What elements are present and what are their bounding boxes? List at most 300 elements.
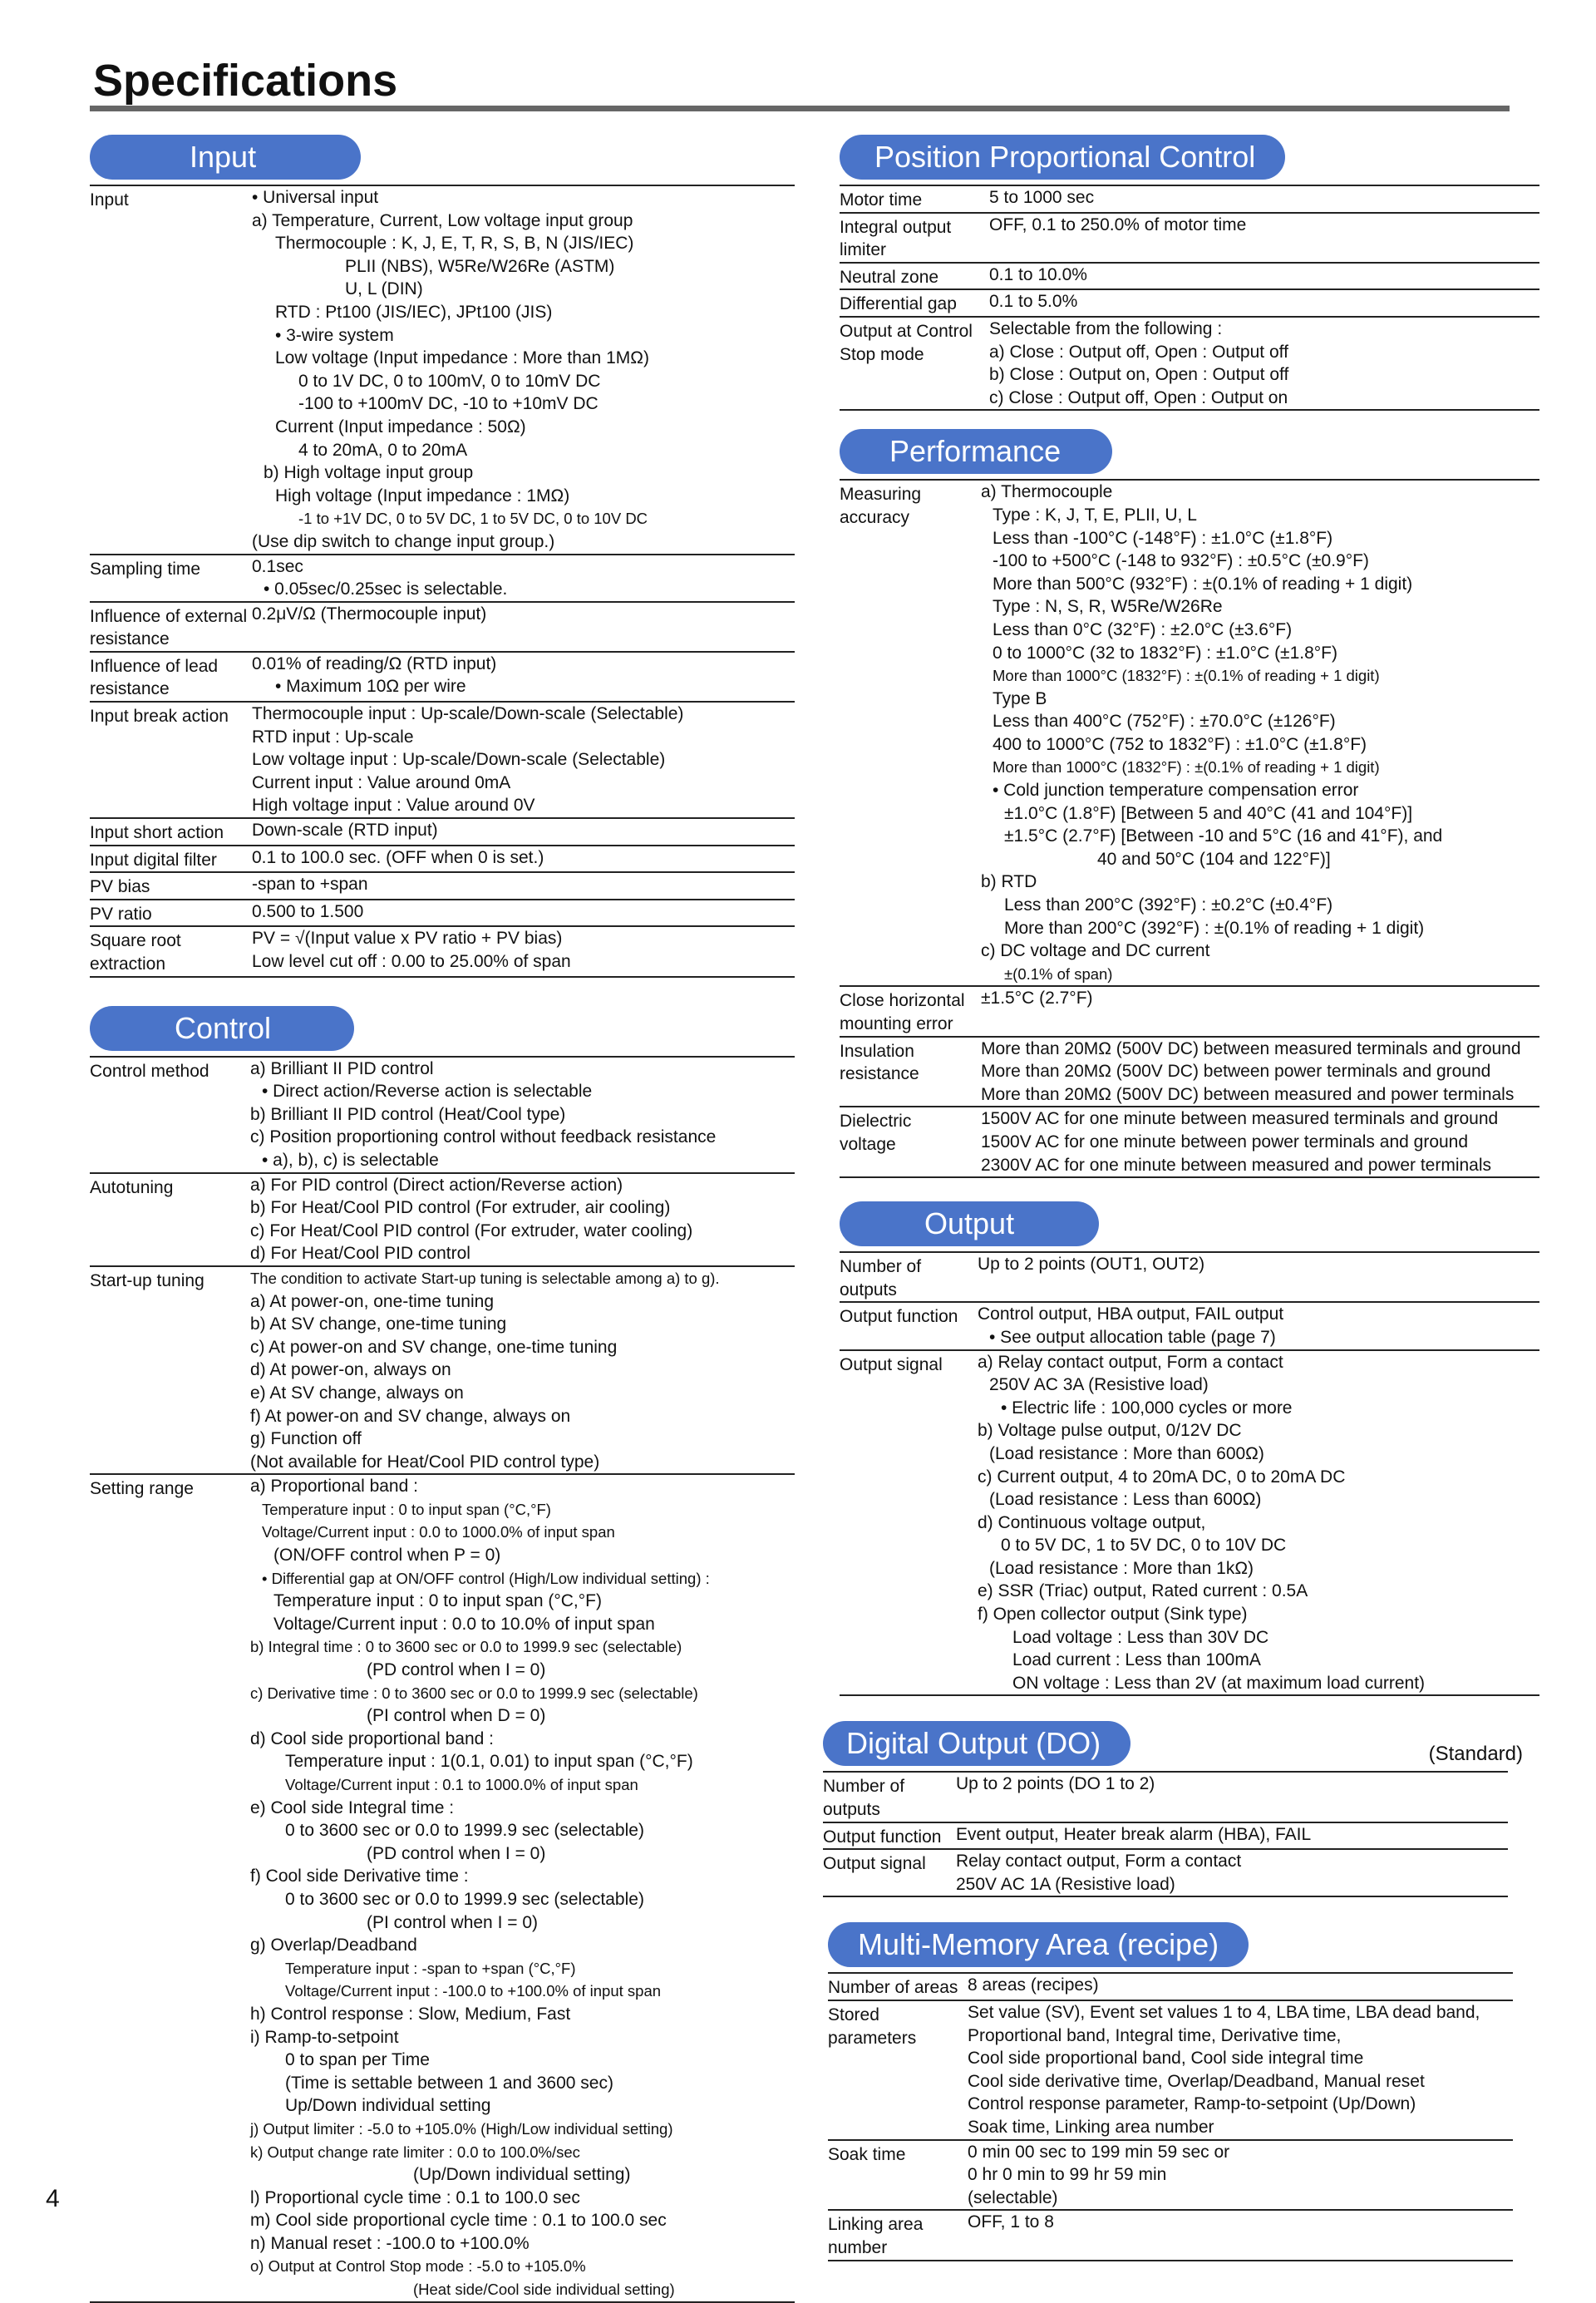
section-heading: Multi-Memory Area (recipe) — [828, 1922, 1249, 1967]
spec-row — [90, 846, 795, 873]
spec-value-line: b) Brilliant II PID control (Heat/Cool type) — [250, 1104, 566, 1124]
spec-label — [90, 652, 252, 702]
spec-row — [90, 872, 795, 900]
spec-label-line: Differential gap — [840, 294, 957, 314]
spec-value-line: 1500V AC for one minute between power terminals and ground — [981, 1132, 1469, 1152]
spec-label — [823, 1849, 956, 1896]
spec-value-line: Soak time, Linking area number — [968, 2117, 1214, 2137]
spec-table — [840, 1251, 1539, 1696]
spec-label-line: Output function — [840, 1307, 958, 1327]
spec-value — [252, 818, 795, 846]
spec-value-line: Type : K, J, T, E, PLII, U, L — [993, 505, 1197, 525]
spec-value-line: • Electric life : 100,000 cycles or more — [1001, 1398, 1293, 1418]
spec-value — [968, 2140, 1513, 2211]
spec-value-line: U, L (DIN) — [345, 279, 423, 299]
section-input — [90, 135, 795, 978]
spec-row — [840, 263, 1539, 290]
spec-value-line: (Heat side/Cool side individual setting) — [413, 2281, 675, 2299]
spec-value-line: More than 1000°C (1832°F) : ±(0.1% of reading + 1 digit) — [993, 758, 1380, 777]
section-digital-output — [823, 1721, 1539, 1897]
spec-value-line: 0.01% of reading/Ω (RTD input) — [252, 653, 497, 673]
spec-table — [828, 1972, 1513, 2261]
spec-value-line: -1 to +1V DC, 0 to 5V DC, 1 to 5V DC, 0 to 10V DC — [298, 510, 648, 528]
section-position-proportional-control — [840, 135, 1539, 411]
spec-value-line: -100 to +100mV DC, -10 to +10mV DC — [298, 394, 598, 414]
spec-label — [823, 1772, 956, 1822]
spec-value-line: ±1.0°C (1.8°F) [Between 5 and 40°C (41 and 104°F)] — [1004, 803, 1413, 823]
spec-value-line: d) At power-on, always on — [250, 1360, 451, 1380]
spec-label-line: Influence of external — [90, 606, 248, 626]
spec-value-line: Control output, HBA output, FAIL output — [978, 1304, 1284, 1324]
spec-label-line: Integral output limiter — [840, 217, 952, 260]
spec-value-line: Voltage/Current input : 0.0 to 10.0% of input span — [273, 1614, 655, 1634]
title-rule — [90, 106, 1510, 111]
spec-label — [90, 1266, 250, 1474]
spec-value-line: 8 areas (recipes) — [968, 1975, 1099, 1995]
spec-label — [90, 1474, 250, 2301]
spec-value — [968, 1973, 1513, 2000]
spec-value-line: a) Close : Output off, Open : Output off — [989, 342, 1288, 362]
spec-value-line: More than 20MΩ (500V DC) between power terminals and ground — [981, 1062, 1491, 1082]
spec-label-line: Stop mode — [840, 344, 924, 364]
spec-value-line: • 0.05sec/0.25sec is selectable. — [264, 579, 508, 599]
spec-value — [989, 289, 1539, 317]
spec-row — [828, 2140, 1513, 2211]
spec-value-line: g) Function off — [250, 1429, 362, 1449]
spec-value-line: • 3-wire system — [275, 325, 394, 345]
spec-row — [90, 185, 795, 555]
spec-value — [252, 702, 795, 818]
spec-value — [250, 1266, 795, 1474]
spec-value-line: 4 to 20mA, 0 to 20mA — [298, 440, 468, 460]
spec-label-line: Start-up tuning — [90, 1270, 204, 1290]
spec-value-line: 0 hr 0 min to 99 hr 59 min — [968, 2165, 1167, 2185]
spec-row — [90, 1266, 795, 1474]
spec-value-line: PV = √(Input value x PV ratio + PV bias) — [252, 929, 563, 949]
spec-row — [840, 1037, 1539, 1107]
spec-label-line: parameters — [828, 2028, 917, 2048]
spec-value-line: PLII (NBS), W5Re/W26Re (ASTM) — [345, 256, 615, 276]
spec-value-line: (PD control when I = 0) — [367, 1843, 546, 1863]
spec-label-line: Sampling time — [90, 559, 201, 579]
spec-value-line: Current (Input impedance : 50Ω) — [275, 417, 526, 436]
spec-value — [252, 652, 795, 702]
spec-table — [823, 1771, 1508, 1897]
spec-value-line: Up/Down individual setting — [285, 2096, 491, 2116]
spec-value — [968, 2210, 1513, 2260]
spec-value-line: More than 20MΩ (500V DC) between measured and power terminals — [981, 1084, 1515, 1104]
spec-value-line: Proportional band, Integral time, Derivative time, — [968, 2025, 1342, 2045]
spec-label-line: Input break action — [90, 707, 229, 727]
spec-label-line: resistance — [90, 629, 170, 649]
spec-label-line: Autotuning — [90, 1177, 174, 1197]
spec-value-line: • Universal input — [252, 188, 379, 207]
spec-value-line: 0 min 00 sec to 199 min 59 sec or — [968, 2142, 1230, 2162]
spec-value-line: High voltage input : Value around 0V — [252, 796, 535, 816]
spec-value-line: a) For PID control (Direct action/Reverse action) — [250, 1175, 623, 1195]
spec-value-line: More than 20MΩ (500V DC) between measured terminals and ground — [981, 1038, 1521, 1058]
spec-label — [828, 2000, 968, 2140]
spec-value-line: (Up/Down individual setting) — [413, 2165, 631, 2185]
spec-value-line: (PD control when I = 0) — [367, 1660, 546, 1680]
spec-label-line: Measuring — [840, 485, 922, 505]
spec-value-line: Cool side proportional band, Cool side integral time — [968, 2049, 1364, 2069]
spec-value-line: d) For Heat/Cool PID control — [250, 1244, 470, 1264]
spec-value-line: b) For Heat/Cool PID control (For extruder, air cooling) — [250, 1198, 671, 1218]
spec-label — [840, 1302, 978, 1349]
spec-value-line: b) Close : Output on, Open : Output off — [989, 365, 1289, 385]
spec-row — [840, 1252, 1539, 1302]
spec-label-line: voltage — [840, 1134, 896, 1154]
spec-label-line: Neutral zone — [840, 267, 939, 287]
spec-label-line: resistance — [840, 1064, 919, 1084]
spec-value-line: c) DC voltage and DC current — [981, 941, 1210, 961]
spec-label — [90, 818, 252, 846]
spec-value-line: OFF, 1 to 8 — [968, 2212, 1054, 2232]
spec-value — [978, 1252, 1539, 1302]
spec-label-line: Input short action — [90, 823, 224, 843]
spec-value-line: Selectable from the following : — [989, 318, 1223, 338]
spec-value-line: • Cold junction temperature compensation error — [993, 781, 1359, 801]
spec-row — [90, 1474, 795, 2301]
spec-value — [252, 872, 795, 900]
spec-row — [823, 1849, 1508, 1896]
spec-value-line: Temperature input : 0 to input span (°C,°F) — [273, 1591, 602, 1611]
spec-label — [840, 1037, 981, 1107]
spec-value-line: Temperature input : 0 to input span (°C,°F) — [262, 1500, 551, 1518]
spec-value-line: 250V AC 1A (Resistive load) — [956, 1874, 1175, 1894]
spec-label-line: number — [828, 2237, 888, 2257]
spec-value-line: • Maximum 10Ω per wire — [275, 677, 466, 697]
right-column — [823, 135, 1539, 2261]
spec-value-line: a) Proportional band : — [250, 1477, 418, 1497]
spec-value — [981, 1107, 1539, 1177]
spec-label-line: Soak time — [828, 2144, 906, 2164]
spec-label — [90, 1173, 250, 1266]
section-multi-memory-area — [828, 1922, 1539, 2261]
page-title: Specifications — [93, 56, 398, 106]
spec-label-line: Motor time — [840, 190, 923, 210]
spec-value-line: Set value (SV), Event set values 1 to 4, LBA time, LBA dead band, — [968, 2003, 1480, 2022]
spec-value-line: c) Current output, 4 to 20mA DC, 0 to 20mA DC — [978, 1467, 1346, 1487]
spec-value-line: j) Output limiter : -5.0 to +105.0% (High/Low individual setting) — [250, 2119, 673, 2138]
spec-value — [968, 2000, 1513, 2140]
spec-value-line: • Differential gap at ON/OFF control (High/Low individual setting) : — [262, 1569, 710, 1587]
spec-value-line: Low voltage input : Up-scale/Down-scale (Selectable) — [252, 750, 666, 770]
spec-label — [90, 900, 252, 927]
spec-value-line: i) Ramp-to-setpoint — [250, 2027, 399, 2047]
spec-label — [840, 289, 989, 317]
spec-value-line: 0 to 5V DC, 1 to 5V DC, 0 to 10V DC — [1001, 1536, 1287, 1556]
spec-value-line: 1500V AC for one minute between measured terminals and ground — [981, 1109, 1499, 1129]
spec-value-line: a) At power-on, one-time tuning — [250, 1291, 494, 1311]
spec-row — [840, 185, 1539, 213]
spec-value-line: c) Position proportioning control without feedback resistance — [250, 1127, 717, 1147]
spec-value-line: (Use dip switch to change input group.) — [252, 531, 555, 551]
spec-value-line: (Load resistance : More than 600Ω) — [989, 1443, 1264, 1463]
spec-value-line: a) Brilliant II PID control — [250, 1058, 434, 1078]
spec-value-line: 0 to 3600 sec or 0.0 to 1999.9 sec (selectable) — [285, 1889, 644, 1909]
spec-value-line: o) Output at Control Stop mode : -5.0 to +105.0% — [250, 2257, 586, 2276]
spec-value-line: Less than -100°C (-148°F) : ±1.0°C (±1.8°F) — [993, 528, 1333, 548]
spec-row — [828, 2210, 1513, 2260]
spec-value-line: e) SSR (Triac) output, Rated current : 0.5A — [978, 1581, 1308, 1601]
spec-table — [840, 479, 1539, 1178]
left-column — [90, 135, 795, 2303]
spec-value-line: Thermocouple input : Up-scale/Down-scale (Selectable) — [252, 704, 684, 724]
spec-value-line: 0 to span per Time — [285, 2050, 430, 2070]
spec-value-line: c) For Heat/Cool PID control (For extruder, water cooling) — [250, 1221, 693, 1240]
section-heading: Digital Output (DO) — [823, 1721, 1130, 1766]
spec-value — [989, 213, 1539, 263]
spec-label-line: Close horizontal — [840, 991, 965, 1011]
spec-value-line: Cool side derivative time, Overlap/Deadband, Manual reset — [968, 2071, 1425, 2091]
spec-table — [840, 185, 1539, 411]
spec-value-line: The condition to activate Start-up tuning is selectable among a) to g). — [250, 1269, 720, 1287]
spec-value-line: Type : N, S, R, W5Re/W26Re — [993, 597, 1223, 617]
spec-label — [90, 926, 252, 976]
spec-row — [840, 289, 1539, 317]
spec-label — [840, 1350, 978, 1696]
spec-label-line: resistance — [90, 679, 170, 699]
spec-label-line: Stored — [828, 2005, 879, 2024]
spec-value-line: Current input : Value around 0mA — [252, 772, 511, 792]
spec-value-line: Less than 200°C (392°F) : ±0.2°C (±0.4°F) — [1004, 895, 1333, 915]
spec-label-line: Setting range — [90, 1479, 194, 1499]
spec-label-line: Control method — [90, 1061, 209, 1081]
spec-value-line: e) Cool side Integral time : — [250, 1798, 455, 1817]
spec-label — [90, 702, 252, 818]
spec-value — [252, 900, 795, 927]
spec-value-line: b) At SV change, one-time tuning — [250, 1314, 507, 1334]
spec-value-line: a) Thermocouple — [981, 482, 1113, 502]
spec-row — [90, 926, 795, 976]
spec-value-line: Down-scale (RTD input) — [252, 821, 438, 841]
spec-row — [90, 900, 795, 927]
spec-table — [90, 1056, 795, 2303]
spec-label — [90, 185, 252, 555]
spec-label — [90, 555, 252, 602]
spec-value-line: Voltage/Current input : 0.1 to 1000.0% of input span — [285, 1776, 638, 1793]
spec-label — [828, 2140, 968, 2211]
spec-label-line: Output signal — [823, 1854, 926, 1874]
spec-label-line: PV ratio — [90, 904, 152, 924]
standard-note: (Standard) — [1428, 1743, 1523, 1766]
spec-value-line: ON voltage : Less than 2V (at maximum load current) — [1012, 1673, 1426, 1693]
spec-label-line: Dielectric — [840, 1112, 912, 1132]
spec-value-line: -100 to +500°C (-148 to 932°F) : ±0.5°C (±0.9°F) — [993, 551, 1369, 571]
spec-value — [252, 846, 795, 873]
spec-value — [252, 602, 795, 652]
section-heading: Control — [90, 1006, 354, 1051]
spec-value-line: (Load resistance : More than 1kΩ) — [989, 1558, 1254, 1578]
section-heading: Position Proportional Control — [840, 135, 1285, 180]
spec-value-line: 0.1 to 10.0% — [989, 264, 1087, 284]
spec-label — [823, 1822, 956, 1850]
spec-value-line: ±1.5°C (2.7°F) [Between -10 and 5°C (16 and 41°F), and — [1004, 826, 1443, 846]
spec-label — [840, 185, 989, 213]
section-heading: Input — [90, 135, 361, 180]
spec-value-line: Thermocouple : K, J, E, T, R, S, B, N (JIS/IEC) — [275, 234, 634, 254]
section-heading: Performance — [840, 429, 1112, 474]
spec-value-line: f) Open collector output (Sink type) — [978, 1605, 1248, 1625]
spec-row — [840, 1107, 1539, 1177]
spec-value-line: (selectable) — [968, 2187, 1058, 2207]
spec-row — [823, 1822, 1508, 1850]
spec-value — [978, 1302, 1539, 1349]
spec-value — [981, 986, 1539, 1036]
spec-value-line: 0.2μV/Ω (Thermocouple input) — [252, 604, 487, 624]
spec-value-line: 5 to 1000 sec — [989, 188, 1095, 207]
spec-value-line: a) Relay contact output, Form a contact — [978, 1352, 1283, 1372]
spec-value-line: (ON/OFF control when P = 0) — [273, 1546, 501, 1566]
spec-label-line: Output signal — [840, 1354, 943, 1374]
spec-row — [828, 2000, 1513, 2140]
spec-row — [823, 1772, 1508, 1822]
spec-value-line: c) Close : Output off, Open : Output on — [989, 387, 1288, 407]
spec-value-line: f) Cool side Derivative time : — [250, 1867, 469, 1886]
spec-value-line: c) At power-on and SV change, one-time tuning — [250, 1337, 618, 1357]
spec-value-line: More than 1000°C (1832°F) : ±(0.1% of reading + 1 digit) — [993, 667, 1380, 685]
spec-value-line: d) Continuous voltage output, — [978, 1512, 1206, 1532]
spec-value-line: (PI control when D = 0) — [367, 1706, 546, 1726]
spec-value-line: n) Manual reset : -100.0 to +100.0% — [250, 2233, 530, 2253]
spec-value-line: Relay contact output, Form a contact — [956, 1852, 1242, 1871]
spec-value-line: ±(0.1% of span) — [1004, 964, 1113, 983]
spec-value-line: OFF, 0.1 to 250.0% of motor time — [989, 215, 1247, 234]
spec-value-line: Low level cut off : 0.00 to 25.00% of span — [252, 952, 571, 971]
spec-value-line: RTD : Pt100 (JIS/IEC), JPt100 (JIS) — [275, 302, 553, 322]
spec-row — [90, 1057, 795, 1173]
spec-value-line: -span to +span — [252, 875, 368, 895]
spec-label — [90, 872, 252, 900]
spec-row — [840, 480, 1539, 986]
spec-label — [840, 480, 981, 986]
section-control — [90, 1006, 795, 2303]
spec-value — [989, 263, 1539, 290]
spec-value-line: b) Voltage pulse output, 0/12V DC — [978, 1421, 1242, 1441]
spec-value-line: e) At SV change, always on — [250, 1383, 464, 1403]
spec-value — [250, 1474, 795, 2301]
spec-value-line: a) Temperature, Current, Low voltage input group — [252, 210, 633, 230]
spec-value — [250, 1057, 795, 1173]
spec-label-line: mounting error — [840, 1014, 953, 1033]
spec-value-line: • See output allocation table (page 7) — [989, 1327, 1276, 1347]
spec-value — [956, 1822, 1508, 1850]
spec-value-line: Less than 400°C (752°F) : ±70.0°C (±126°F) — [993, 712, 1336, 732]
section-output — [840, 1201, 1539, 1696]
spec-label-line: Number of outputs — [823, 1777, 905, 1820]
spec-value-line: • a), b), c) is selectable — [262, 1150, 439, 1170]
spec-label — [90, 1057, 250, 1173]
spec-row — [840, 1302, 1539, 1349]
spec-value — [956, 1772, 1508, 1822]
spec-value — [252, 185, 795, 555]
spec-value-line: Less than 0°C (32°F) : ±2.0°C (±3.6°F) — [993, 619, 1293, 639]
spec-value-line: 0.1 to 100.0 sec. (OFF when 0 is set.) — [252, 847, 544, 867]
spec-label — [90, 602, 252, 652]
section-heading: Output — [840, 1201, 1099, 1246]
spec-value-line: Temperature input : -span to +span (°C,°F) — [285, 1959, 576, 1977]
spec-row — [840, 213, 1539, 263]
spec-value-line: Control response parameter, Ramp-to-setpoint (Up/Down) — [968, 2094, 1416, 2114]
spec-label-line: Insulation — [840, 1041, 914, 1061]
spec-label-line: Influence of lead — [90, 656, 219, 676]
spec-row — [90, 1173, 795, 1266]
spec-value-line: Load current : Less than 100mA — [1012, 1650, 1261, 1670]
spec-value-line: Up to 2 points (OUT1, OUT2) — [978, 1255, 1205, 1275]
spec-value-line: c) Derivative time : 0 to 3600 sec or 0.0 to 1999.9 sec (selectable) — [250, 1684, 698, 1702]
spec-label-line: Number of outputs — [840, 1257, 922, 1299]
spec-row — [90, 818, 795, 846]
spec-value — [956, 1849, 1508, 1896]
spec-value-line: Type B — [993, 688, 1047, 708]
spec-value-line: High voltage (Input impedance : 1MΩ) — [275, 486, 570, 505]
spec-value-line: 40 and 50°C (104 and 122°F)] — [1097, 849, 1331, 869]
spec-row — [90, 602, 795, 652]
spec-label-line: Output at Control — [840, 321, 973, 341]
spec-row — [90, 555, 795, 602]
spec-label-line: Input — [90, 190, 129, 210]
spec-value-line: d) Cool side proportional band : — [250, 1728, 495, 1748]
spec-value — [989, 317, 1539, 410]
spec-value-line: b) Integral time : 0 to 3600 sec or 0.0 to 1999.9 sec (selectable) — [250, 1638, 682, 1656]
spec-label-line: Input digital filter — [90, 850, 217, 870]
spec-label — [90, 846, 252, 873]
spec-value-line: ±1.5°C (2.7°F) — [981, 989, 1093, 1008]
spec-value-line: (PI control when I = 0) — [367, 1912, 539, 1932]
spec-label — [840, 1107, 981, 1177]
spec-row — [840, 1350, 1539, 1696]
spec-value-line: 400 to 1000°C (752 to 1832°F) : ±1.0°C (±1.8°F) — [993, 734, 1367, 754]
spec-value-line: b) RTD — [981, 872, 1037, 892]
spec-table — [90, 185, 795, 978]
spec-label-line: extraction — [90, 954, 166, 974]
spec-value-line: 0 to 3600 sec or 0.0 to 1999.9 sec (selectable) — [285, 1821, 644, 1841]
spec-value-line: RTD input : Up-scale — [252, 727, 414, 747]
spec-value-line: Up to 2 points (DO 1 to 2) — [956, 1774, 1155, 1794]
spec-value-line: Voltage/Current input : 0.0 to 1000.0% of input span — [262, 1523, 615, 1541]
spec-value-line: 0.1sec — [252, 556, 303, 576]
spec-label — [828, 1973, 968, 2000]
spec-label-line: PV bias — [90, 877, 150, 897]
spec-row — [90, 652, 795, 702]
spec-value-line: Event output, Heater break alarm (HBA), FAIL — [956, 1824, 1312, 1844]
spec-value-line: Temperature input : 1(0.1, 0.01) to input span (°C,°F) — [285, 1752, 693, 1772]
spec-label — [840, 1252, 978, 1302]
spec-value-line: b) High voltage input group — [264, 463, 474, 483]
spec-value-line: l) Proportional cycle time : 0.1 to 100.0 sec — [250, 2187, 580, 2207]
section-performance — [840, 429, 1539, 1178]
spec-label — [840, 986, 981, 1036]
spec-value-line: (Time is settable between 1 and 3600 sec) — [285, 2073, 613, 2093]
spec-row — [840, 986, 1539, 1036]
spec-value — [981, 480, 1539, 986]
spec-value-line: 0.500 to 1.500 — [252, 901, 364, 921]
spec-value — [989, 185, 1539, 213]
spec-label-line: Number of areas — [828, 1978, 958, 1998]
spec-value-line: More than 200°C (392°F) : ±(0.1% of reading + 1 digit) — [1004, 918, 1425, 938]
page-number: 4 — [46, 2185, 60, 2212]
spec-value-line: 0.1 to 5.0% — [989, 292, 1078, 312]
spec-value-line: 2300V AC for one minute between measured and power terminals — [981, 1155, 1492, 1175]
spec-label-line: Square root — [90, 931, 181, 951]
spec-label-line: Linking area — [828, 2215, 924, 2235]
spec-value-line: More than 500°C (932°F) : ±(0.1% of reading + 1 digit) — [993, 574, 1413, 594]
spec-label-line: Output function — [823, 1827, 942, 1847]
spec-value-line: • Direct action/Reverse action is selectable — [262, 1082, 593, 1102]
spec-value-line: 0 to 1V DC, 0 to 100mV, 0 to 10mV DC — [298, 371, 601, 391]
